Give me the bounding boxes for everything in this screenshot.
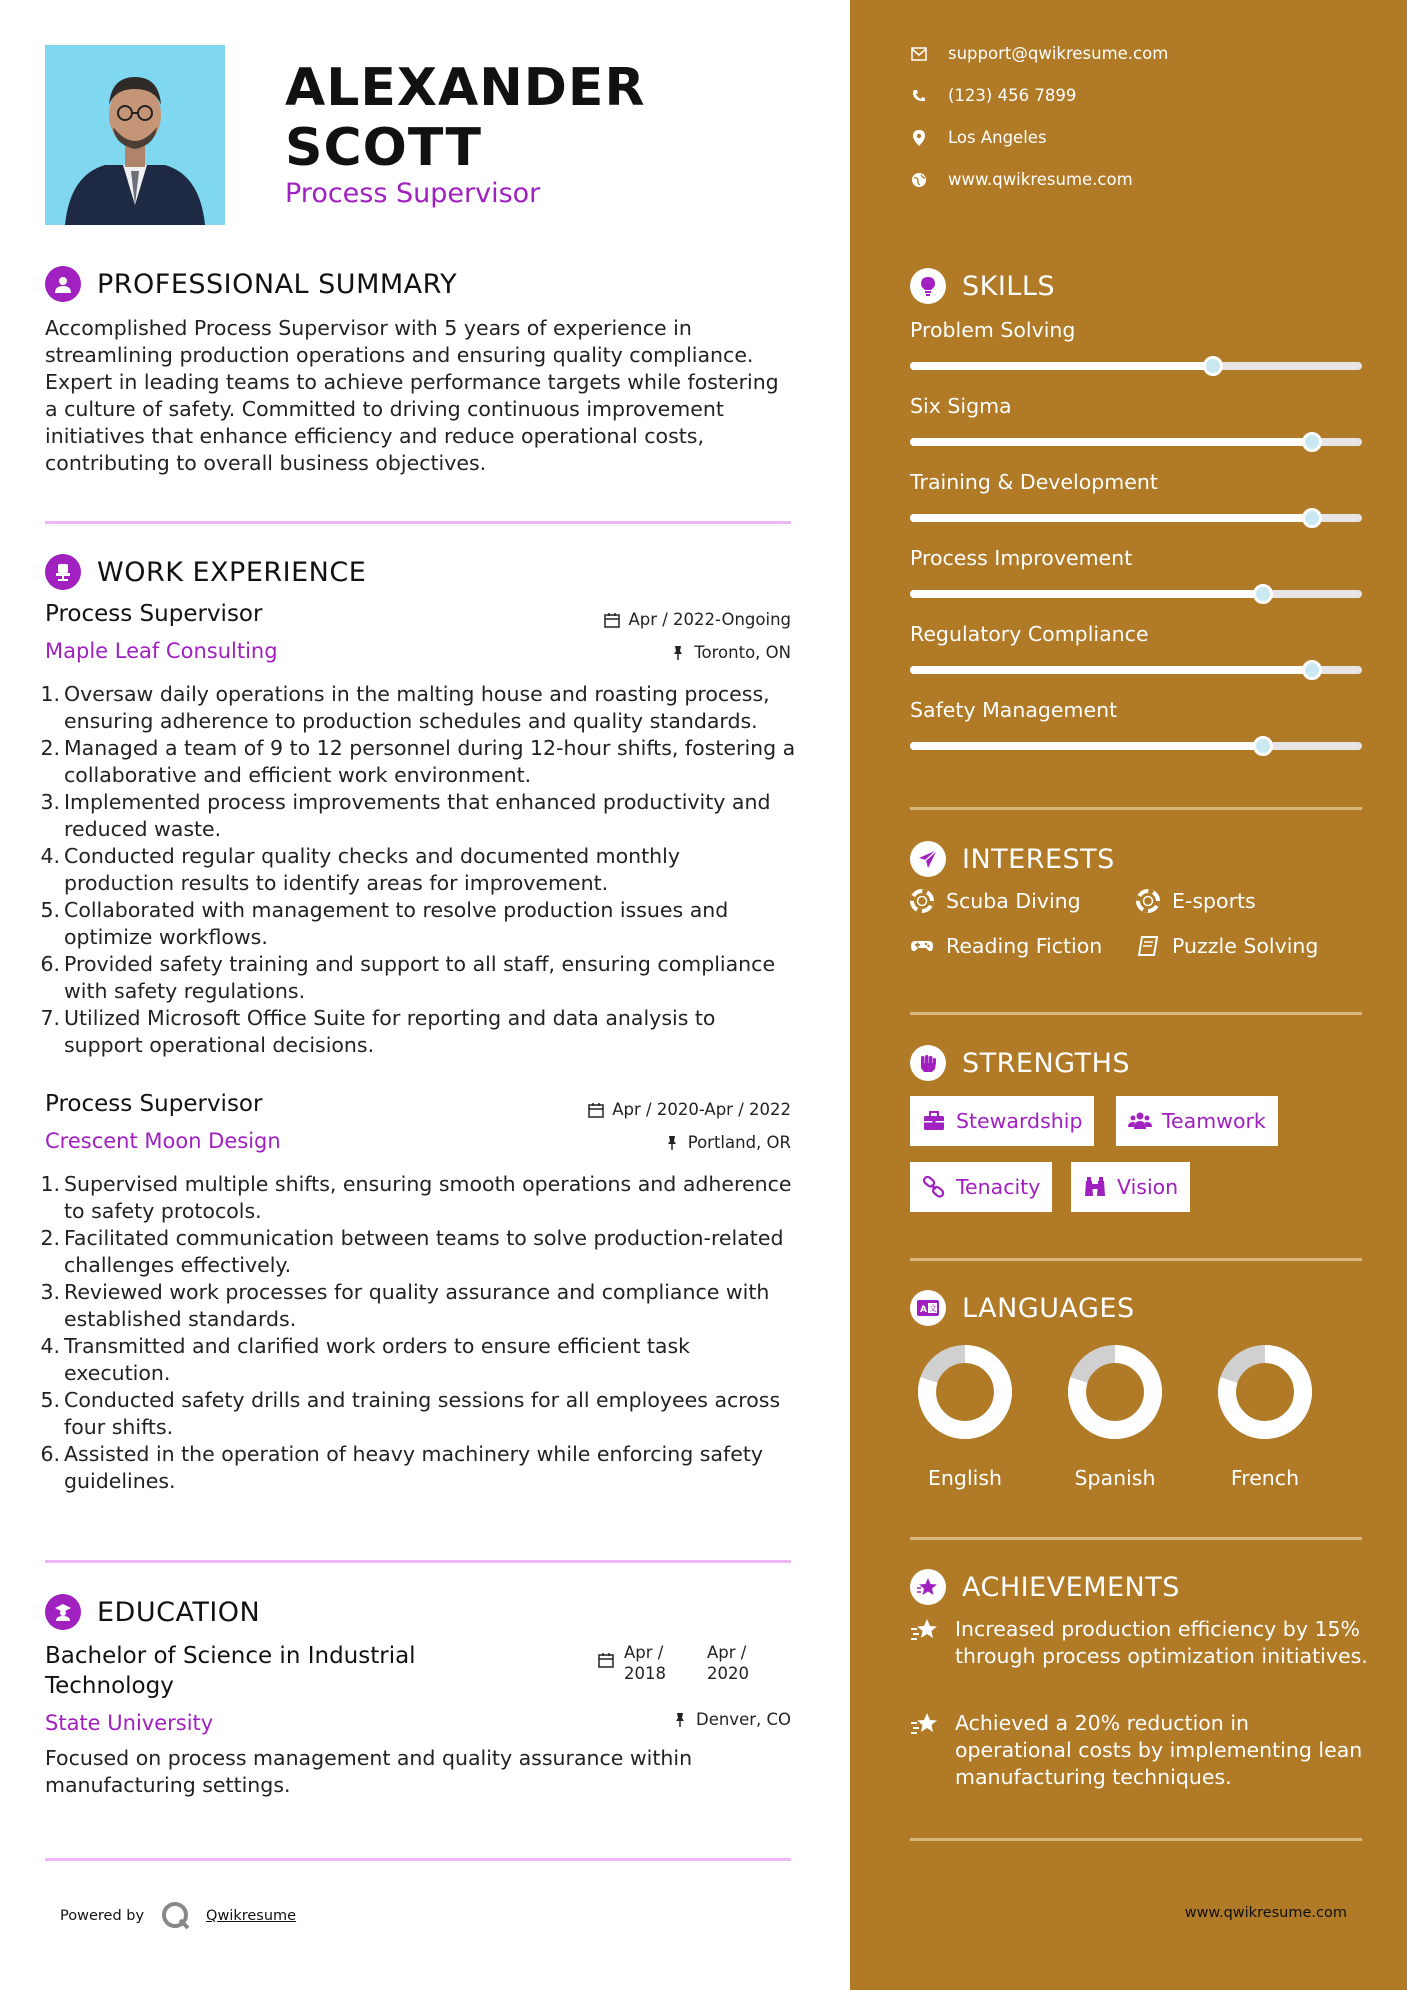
skill-bar-fill bbox=[910, 590, 1263, 598]
person-photo-icon bbox=[45, 45, 225, 225]
skill-level-knob bbox=[1302, 508, 1322, 528]
list-item: 2. Managed a team of 9 to 12 personnel during 12-hour shifts, fostering a collaborative and efficient work environment. bbox=[40, 736, 796, 787]
skill-label: Safety Management bbox=[910, 698, 1118, 722]
powered-by-label: Powered by bbox=[60, 1908, 145, 1924]
education-location-text: Denver, CO bbox=[695, 1710, 791, 1729]
candidate-name: ALEXANDER SCOTT bbox=[285, 58, 646, 178]
achievement-item bbox=[910, 1616, 1370, 1670]
languages-heading: LANGUAGES bbox=[962, 1292, 1135, 1324]
skills-heading: SKILLS bbox=[962, 270, 1056, 302]
strengths-heading-row bbox=[910, 1045, 1130, 1081]
list-item: 7. Utilized Microsoft Office Suite for reporting and data analysis to support operational decisions. bbox=[40, 1006, 716, 1057]
achievement-text: Achieved a 20% reduction in operational costs by implementing lean manufacturing techniques. bbox=[955, 1711, 1363, 1789]
footer-site[interactable]: www.qwikresume.com bbox=[1184, 1905, 1347, 1921]
work-heading: WORK EXPERIENCE bbox=[97, 556, 367, 588]
company-name: Maple Leaf Consulting bbox=[45, 639, 278, 663]
skill-bar bbox=[910, 666, 1362, 674]
education-start: Apr / 2018 bbox=[624, 1643, 666, 1683]
language-item bbox=[910, 1342, 1020, 1490]
education-heading: EDUCATION bbox=[97, 1596, 261, 1628]
language-level-donut bbox=[1215, 1342, 1315, 1442]
education-end: Apr / 2020 bbox=[707, 1643, 749, 1683]
interest-label: Puzzle Solving bbox=[1172, 934, 1319, 958]
gamepad-icon bbox=[910, 934, 934, 958]
strength-stewardship bbox=[910, 1096, 1094, 1146]
skill-label: Six Sigma bbox=[910, 394, 1012, 418]
star-icon bbox=[910, 1710, 940, 1740]
svg-text:A: A bbox=[920, 1305, 927, 1315]
contact-website[interactable] bbox=[910, 170, 1133, 189]
list-item: 6. Assisted in the operation of heavy machinery while enforcing safety guidelines. bbox=[40, 1442, 763, 1493]
list-item: 2. Facilitated communication between teams to solve production-related challenges effectively. bbox=[40, 1226, 784, 1277]
divider bbox=[45, 521, 791, 524]
skill-bar-fill bbox=[910, 742, 1263, 750]
summary-text: Accomplished Process Supervisor with 5 years of experience in streamlining production operations and ensuring quality compliance. Expert in leading teams to achieve performance targets while fostering a culture of safety. Committed to driving continuous improvement initiatives that enhance efficiency and reduce operational costs, contributing to overall business objectives. bbox=[45, 316, 779, 475]
interest-e-sports bbox=[1136, 889, 1256, 913]
list-item: 5. Collaborated with management to resolve production issues and optimize workflows. bbox=[40, 898, 729, 949]
divider bbox=[45, 1560, 791, 1563]
pin-icon bbox=[670, 645, 686, 661]
skill-bar-fill bbox=[910, 362, 1213, 370]
list-item: 1. Oversaw daily operations in the malting house and roasting process, ensuring adherence to production schedules and quality standards. bbox=[40, 682, 770, 733]
users-icon bbox=[1128, 1109, 1152, 1133]
education-heading-row bbox=[45, 1594, 260, 1630]
binoculars-icon bbox=[1083, 1175, 1107, 1199]
lifebuoy-icon bbox=[1136, 889, 1160, 913]
contact-phone[interactable] bbox=[910, 86, 1076, 105]
calendar-icon bbox=[588, 1102, 604, 1118]
skill-bar bbox=[910, 438, 1362, 446]
skill-level-knob bbox=[1302, 660, 1322, 680]
lightbulb-icon bbox=[910, 268, 946, 304]
language-label: English bbox=[927, 1466, 1003, 1490]
job-title: Process Supervisor bbox=[45, 1091, 263, 1117]
interest-label: Reading Fiction bbox=[946, 934, 1103, 958]
job-dates-text: Apr / 2020-Apr / 2022 bbox=[612, 1100, 791, 1119]
job-dates bbox=[588, 1100, 791, 1119]
skill-level-knob bbox=[1253, 736, 1273, 756]
strength-vision bbox=[1071, 1162, 1190, 1212]
language-item bbox=[1060, 1342, 1170, 1490]
interest-scuba-diving bbox=[910, 889, 1081, 913]
qwikresume-logo-icon bbox=[160, 1900, 192, 1932]
footer-powered-by bbox=[60, 1900, 296, 1932]
interest-label: Scuba Diving bbox=[946, 889, 1081, 913]
achievement-text: Increased production efficiency by 15% through process optimization initiatives. bbox=[955, 1617, 1368, 1668]
skill-bar bbox=[910, 590, 1362, 598]
list-item: 3. Reviewed work processes for quality assurance and compliance with established standards. bbox=[40, 1280, 770, 1331]
job-location bbox=[670, 643, 791, 662]
user-icon bbox=[45, 266, 81, 302]
languages-heading-row bbox=[910, 1290, 1135, 1326]
language-level-donut bbox=[915, 1342, 1015, 1442]
list-item: 5. Conducted safety drills and training sessions for all employees across four shifts. bbox=[40, 1388, 781, 1439]
job-dates bbox=[604, 610, 791, 629]
skill-bar-fill bbox=[910, 438, 1312, 446]
interest-puzzle-solving bbox=[1136, 934, 1318, 958]
divider bbox=[910, 1537, 1362, 1540]
link-icon bbox=[922, 1175, 946, 1199]
strengths-heading: STRENGTHS bbox=[962, 1047, 1131, 1079]
candidate-title: Process Supervisor bbox=[285, 178, 541, 209]
strength-tenacity bbox=[910, 1162, 1052, 1212]
skill-label: Training & Development bbox=[910, 470, 1158, 494]
sidebar bbox=[850, 0, 1407, 1990]
job-bullets bbox=[36, 1171, 796, 1495]
job-location-text: Toronto, ON bbox=[694, 643, 791, 662]
pin-icon bbox=[672, 1712, 688, 1728]
company-name: Crescent Moon Design bbox=[45, 1129, 281, 1153]
language-icon bbox=[910, 1290, 946, 1326]
svg-text:文: 文 bbox=[929, 1304, 937, 1313]
school-name: State University bbox=[45, 1711, 214, 1735]
skill-label: Process Improvement bbox=[910, 546, 1133, 570]
office-chair-icon bbox=[45, 554, 81, 590]
achievements-heading: ACHIEVEMENTS bbox=[962, 1571, 1180, 1603]
job-location bbox=[664, 1133, 791, 1152]
skill-bar bbox=[910, 514, 1362, 522]
strength-teamwork bbox=[1116, 1096, 1278, 1146]
achievements-heading-row bbox=[910, 1569, 1180, 1605]
divider bbox=[45, 1858, 791, 1861]
job-location-text: Portland, OR bbox=[687, 1133, 791, 1152]
summary-heading-row bbox=[45, 266, 457, 302]
profile-photo bbox=[45, 45, 225, 225]
globe-icon bbox=[910, 171, 928, 189]
star-icon bbox=[910, 1616, 940, 1646]
contact-location bbox=[910, 128, 1047, 147]
divider bbox=[910, 807, 1362, 810]
list-item: 4. Transmitted and clarified work orders to ensure efficient task execution. bbox=[40, 1334, 691, 1385]
envelope-icon bbox=[910, 45, 928, 63]
lifebuoy-icon bbox=[910, 889, 934, 913]
phone-icon bbox=[910, 87, 928, 105]
pin-icon bbox=[664, 1135, 680, 1151]
website-text: www.qwikresume.com bbox=[948, 170, 1133, 189]
email-text: support@qwikresume.com bbox=[948, 44, 1169, 63]
strength-label: Stewardship bbox=[956, 1109, 1083, 1133]
language-label: Spanish bbox=[1074, 1466, 1156, 1490]
skill-bar-fill bbox=[910, 666, 1312, 674]
list-item: 4. Conducted regular quality checks and documented monthly production results to identify areas for improvement. bbox=[40, 844, 680, 895]
language-label: French bbox=[1230, 1466, 1300, 1490]
divider bbox=[910, 1012, 1362, 1015]
map-marker-icon bbox=[910, 129, 928, 147]
divider bbox=[910, 1258, 1362, 1261]
calendar-icon bbox=[604, 612, 620, 628]
language-level-donut bbox=[1065, 1342, 1165, 1442]
job-bullets bbox=[36, 681, 796, 1059]
interest-label: E-sports bbox=[1172, 889, 1256, 913]
paper-plane-icon bbox=[910, 841, 946, 877]
divider bbox=[910, 1838, 1362, 1841]
skill-level-knob bbox=[1203, 356, 1223, 376]
interests-heading: INTERESTS bbox=[962, 843, 1115, 875]
education-location bbox=[672, 1710, 791, 1729]
interest-reading-fiction bbox=[910, 934, 1102, 958]
fist-icon bbox=[910, 1045, 946, 1081]
graduate-icon bbox=[45, 1594, 81, 1630]
skills-heading-row bbox=[910, 268, 1055, 304]
skill-bar bbox=[910, 362, 1362, 370]
star-badge-icon bbox=[910, 1569, 946, 1605]
language-item bbox=[1210, 1342, 1320, 1490]
list-item: 6. Provided safety training and support to all staff, ensuring compliance with safety regulations. bbox=[40, 952, 776, 1003]
skill-level-knob bbox=[1253, 584, 1273, 604]
skill-label: Regulatory Compliance bbox=[910, 622, 1149, 646]
calendar-icon bbox=[598, 1652, 614, 1672]
skill-level-knob bbox=[1302, 432, 1322, 452]
skill-bar bbox=[910, 742, 1362, 750]
qwikresume-link[interactable]: Qwikresume bbox=[206, 1908, 297, 1924]
skill-bar-fill bbox=[910, 514, 1312, 522]
strength-label: Vision bbox=[1117, 1175, 1179, 1199]
briefcase-icon bbox=[922, 1109, 946, 1133]
location-text: Los Angeles bbox=[948, 128, 1047, 147]
skill-label: Problem Solving bbox=[910, 318, 1076, 342]
work-heading-row bbox=[45, 554, 366, 590]
job-title: Process Supervisor bbox=[45, 601, 263, 627]
education-text: Focused on process management and quality assurance within manufacturing settings. bbox=[45, 1746, 693, 1797]
interests-heading-row bbox=[910, 841, 1115, 877]
strength-label: Teamwork bbox=[1162, 1109, 1266, 1133]
book-icon bbox=[1136, 934, 1160, 958]
strength-label: Tenacity bbox=[956, 1175, 1041, 1199]
job-dates-text: Apr / 2022-Ongoing bbox=[628, 610, 791, 629]
achievement-item bbox=[910, 1710, 1370, 1791]
summary-heading: PROFESSIONAL SUMMARY bbox=[97, 268, 458, 300]
list-item: 3. Implemented process improvements that enhanced productivity and reduced waste. bbox=[40, 790, 771, 841]
degree-title: Bachelor of Science in Industrial Technology bbox=[45, 1643, 416, 1699]
phone-text: (123) 456 7899 bbox=[948, 86, 1077, 105]
list-item: 1. Supervised multiple shifts, ensuring smooth operations and adherence to safety protocols. bbox=[40, 1172, 792, 1223]
contact-email[interactable] bbox=[910, 44, 1168, 63]
